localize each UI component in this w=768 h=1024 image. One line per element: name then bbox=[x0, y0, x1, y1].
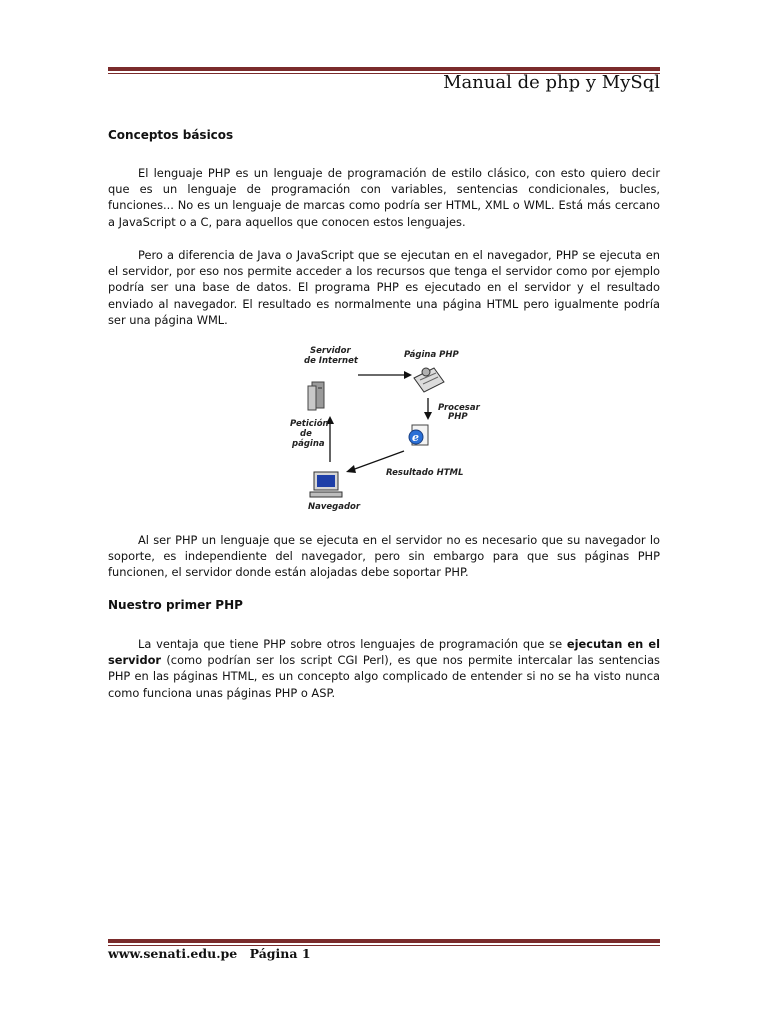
footer-page-number: Página 1 bbox=[249, 946, 311, 961]
paragraph-first-php-before: La ventaja que tiene PHP sobre otros lenguajes de programación que se bbox=[138, 637, 567, 651]
paragraph-intro-text: El lenguaje PHP es un lenguaje de programación de estilo clásico, con esto quiero decir que es un lenguaje de programación con variables, sentencias condicionales, bucles, funciones... No es un lenguaje de marcas como podría ser HTML, XML o WML. Está más cercano a JavaScript o a C, para aquellos que conocen estos lenguajes. bbox=[108, 166, 660, 229]
label-request-line1: Petición bbox=[290, 419, 329, 429]
section-heading-conceptos: Conceptos básicos bbox=[108, 128, 234, 142]
svg-text:e: e bbox=[412, 431, 419, 444]
paragraph-intro bbox=[108, 165, 660, 230]
paragraph-first-php bbox=[108, 636, 660, 701]
paragraph-first-php-after: (como podrían ser los script CGI Perl), es que nos permite intercalar las sentencias PHP en las páginas HTML, es un concepto algo complicado de entender si no se ha visto nunca como funciona unas páginas PHP o ASP. bbox=[108, 653, 660, 700]
footer-rule bbox=[108, 939, 660, 946]
label-process-line2: PHP bbox=[448, 412, 468, 422]
paragraph-browser-independent-text: Al ser PHP un lenguaje que se ejecuta en el servidor no es necesario que su navegador lo soporte, es independiente del navegador, pero sin embargo para que sus páginas PHP funcionen, el servidor donde están alojadas debe soportar PHP. bbox=[108, 533, 660, 580]
label-process-line1: Procesar bbox=[438, 403, 480, 413]
paragraph-first-php-bold: ejecutan en el servidor bbox=[108, 637, 661, 668]
paragraph-server-side-text: Pero a diferencia de Java o JavaScript que se ejecutan en el navegador, PHP se ejecuta en el servidor, por eso nos permite acceder a los recursos que tenga el servidor como por ejemplo podría ser una base de datos. El programa PHP es ejecutado en el servidor y el resultado enviado al navegador. El resultado es normalmente una página HTML pero igualmente podría ser una página WML. bbox=[108, 248, 660, 327]
html-page-icon bbox=[409, 425, 428, 445]
php-flow-diagram bbox=[286, 338, 482, 516]
label-request-line2: de bbox=[300, 429, 312, 439]
label-server-line2: de Internet bbox=[304, 356, 358, 366]
footer-url: www.senati.edu.pe bbox=[108, 946, 238, 961]
computer-icon bbox=[310, 472, 342, 497]
paragraph-server-side bbox=[108, 247, 660, 328]
label-result: Resultado HTML bbox=[386, 468, 464, 478]
label-browser: Navegador bbox=[308, 502, 361, 512]
label-request-line3: página bbox=[292, 439, 325, 449]
page-footer bbox=[108, 946, 319, 961]
document-title: Manual de php y MySql bbox=[443, 72, 660, 93]
label-server-line1: Servidor bbox=[310, 346, 351, 356]
paragraph-browser-independent bbox=[108, 532, 660, 581]
label-php-page: Página PHP bbox=[404, 350, 459, 360]
php-page-icon bbox=[414, 368, 444, 392]
server-icon bbox=[308, 382, 324, 410]
section-heading-primer-php: Nuestro primer PHP bbox=[108, 598, 243, 612]
